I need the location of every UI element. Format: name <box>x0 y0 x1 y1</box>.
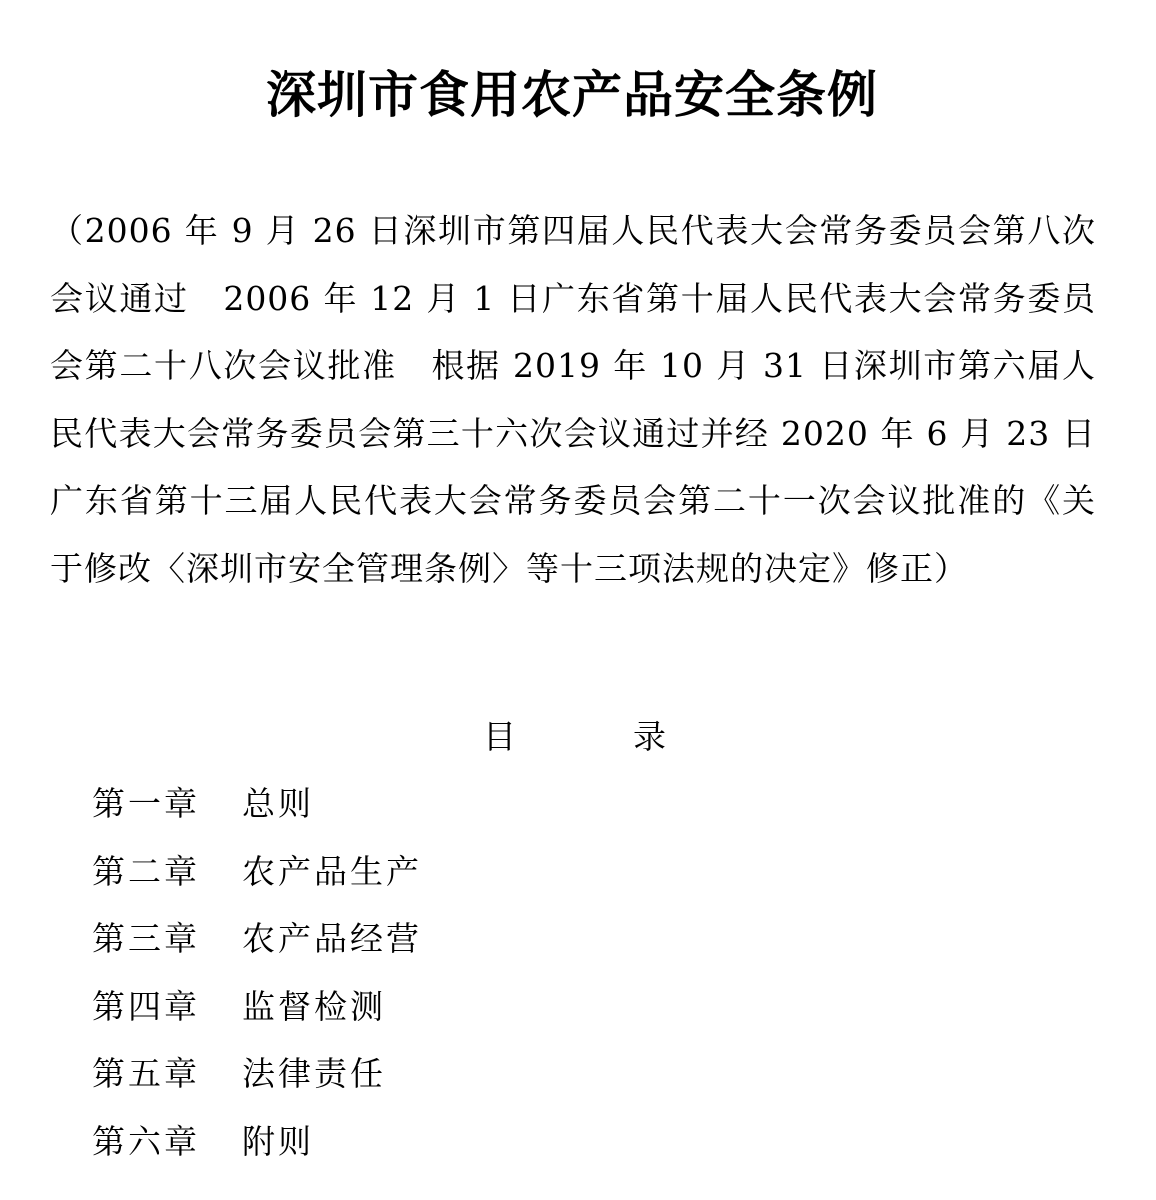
toc-entry-chapter-3 <box>92 911 792 979</box>
chapter-title: 农产品经营 <box>242 919 422 959</box>
chapter-number: 第一章 <box>92 784 200 823</box>
chapter-title: 监督检测 <box>242 986 386 1026</box>
chapter-title: 总则 <box>242 784 314 823</box>
toc-heading-char-2: 录 <box>633 717 666 756</box>
toc-entry-chapter-5 <box>92 1046 792 1114</box>
toc-entry-chapter-1 <box>92 776 792 844</box>
chapter-title: 农产品生产 <box>242 851 422 891</box>
toc-entry-chapter-2 <box>92 844 792 912</box>
chapter-number: 第四章 <box>92 986 200 1026</box>
chapter-number: 第五章 <box>92 1054 200 1094</box>
table-of-contents <box>92 776 792 1182</box>
chapter-title: 法律责任 <box>242 1054 386 1094</box>
table-of-contents-heading <box>483 712 683 762</box>
toc-entry-chapter-6 <box>92 1114 792 1182</box>
chapter-number: 第三章 <box>92 919 200 959</box>
toc-heading-char-1: 目 <box>483 717 516 756</box>
legislative-history-preamble: （2006 年 9 月 26 日深圳市第四届人民代表大会常务委员会第八次会议通过 2006 年 12 月 1 日广东省第十届人民代表大会常务委员会第二十八次会议批准 根据 2019 年 10 月 31 日深圳市第六届人民代表大会常务委员会第三十六次会议通过并经 2020 年 6 月 23 日广东省第十三届人民代表大会常务委员会第二十一次会议批准的《关于修改〈深圳市安全管理条例〉等十三项法规的决定》修正） <box>50 211 1096 588</box>
chapter-title: 附则 <box>242 1121 314 1161</box>
chapter-number: 第六章 <box>92 1121 200 1161</box>
toc-entry-chapter-4 <box>92 979 792 1047</box>
document-title: 深圳市食用农产品安全条例 <box>266 64 878 124</box>
chapter-number: 第二章 <box>92 851 200 891</box>
